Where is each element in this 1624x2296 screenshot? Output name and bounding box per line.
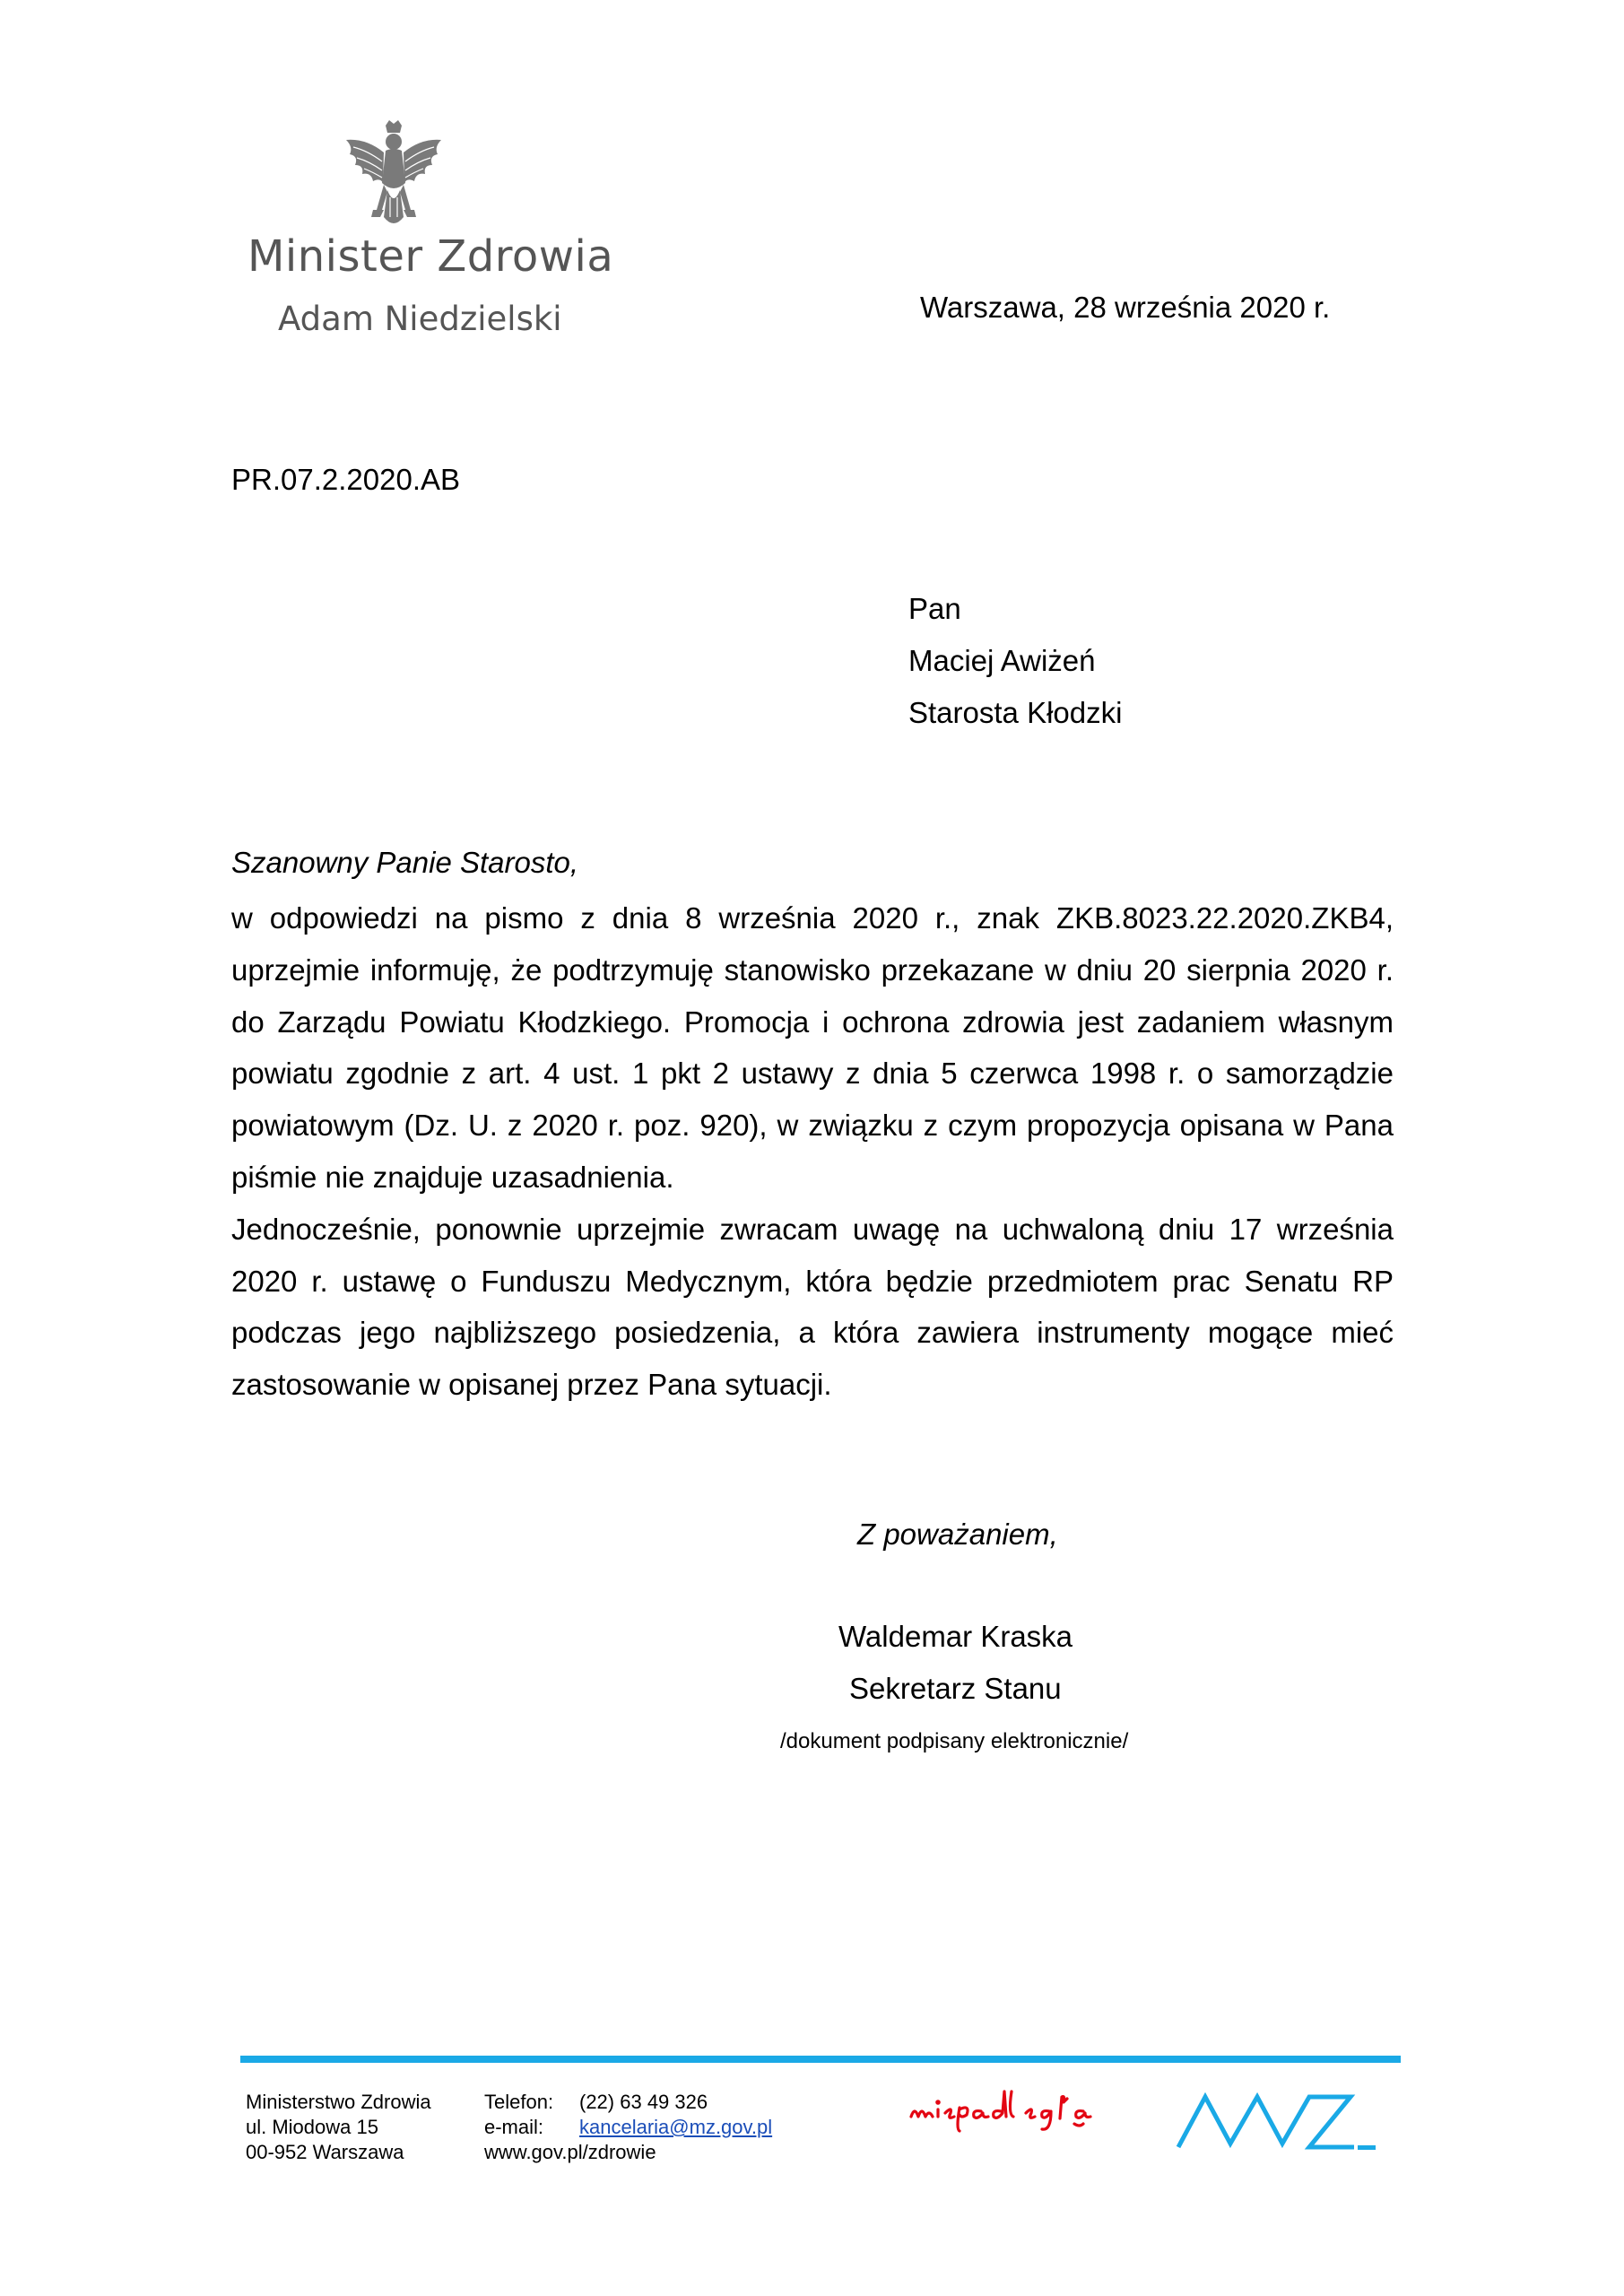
letter-date: Warszawa, 28 września 2020 r. bbox=[920, 291, 1331, 324]
footer-org-line: Ministerstwo Zdrowia bbox=[246, 2091, 431, 2113]
body-paragraph: Jednocześnie, ponownie uprzejmie zwracam uwagę na uchwaloną dniu 17 września 2020 r. ustawę o Funduszu Medycznym, która będzie przedmiotem prac Senatu RP podczas jego najbliższego posiedzenia, a która zawiera instrumenty mogące mieć zastosowanie w opisanej przez Pana sytuacji. bbox=[231, 1212, 1394, 1402]
signer-title: Sekretarz Stanu bbox=[849, 1672, 1062, 1705]
recipient-line: Pan bbox=[908, 592, 961, 625]
signer-name: Waldemar Kraska bbox=[838, 1620, 1073, 1653]
letter-body bbox=[231, 892, 1394, 1411]
closing: Z poważaniem, bbox=[857, 1518, 1058, 1551]
footer-address bbox=[246, 2090, 431, 2165]
email-link[interactable]: kancelaria@mz.gov.pl bbox=[579, 2116, 773, 2138]
salutation: Szanowny Panie Starosto, bbox=[231, 846, 579, 879]
minister-title: Minister Zdrowia bbox=[248, 231, 614, 282]
footer-divider bbox=[240, 2056, 1401, 2063]
recipient-line: Maciej Awiżeń bbox=[908, 644, 1096, 677]
signature-note: /dokument podpisany elektronicznie/ bbox=[780, 1729, 1129, 1753]
recipient-address bbox=[908, 583, 1122, 739]
phone-number: (22) 63 49 326 bbox=[579, 2091, 708, 2113]
minister-name: Adam Niedzielski bbox=[278, 300, 562, 338]
footer-org-line: 00-952 Warszawa bbox=[246, 2141, 404, 2163]
mz-logo-icon bbox=[1175, 2090, 1379, 2154]
footer-contact-values bbox=[579, 2090, 772, 2140]
body-paragraph: w odpowiedzi na pismo z dnia 8 września 2020 r., znak ZKB.8023.22.2020.ZKB4, uprzejmie informuję, że podtrzymuję stanowisko przekazane w dniu 20 sierpnia 2020 r. do Zarządu Powiatu Kłodzkiego. Promocja i ochrona zdrowia jest zadaniem własnym powiatu zgodnie z art. 4 ust. 1 pkt 2 ustawy z dnia 5 czerwca 1998 r. o samorządzie powiatowym (Dz. U. z 2020 r. poz. 920), w związku z czym propozycja opisana w Pana piśmie nie znajduje uzasadnienia. bbox=[231, 901, 1394, 1194]
phone-label: Telefon: bbox=[484, 2091, 554, 2113]
website-link[interactable]: www.gov.pl/zdrowie bbox=[484, 2141, 656, 2163]
polish-eagle-icon bbox=[341, 120, 447, 230]
footer-org-line: ul. Miodowa 15 bbox=[246, 2116, 378, 2138]
reference-number: PR.07.2.2020.AB bbox=[231, 463, 461, 496]
niepodlegla-logo-icon bbox=[908, 2079, 1132, 2133]
recipient-line: Starosta Kłodzki bbox=[908, 696, 1123, 729]
email-label: e-mail: bbox=[484, 2116, 544, 2138]
